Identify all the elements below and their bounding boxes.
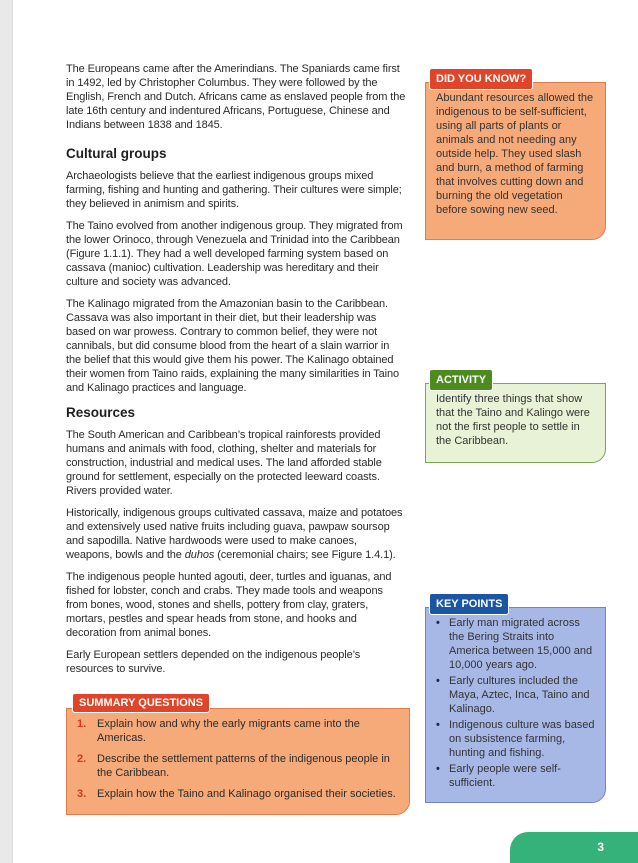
activity-title: ACTIVITY [429, 369, 493, 391]
resources-paragraph-3: The indigenous people hunted agouti, deer, turtles and iguanas, and fished for lobster, conch and crabs. They made tools and weapons from bones, wood, stones and shells, pottery from clay, graters, mortars, pestles and spear heads from stone, and hooks and decoration from animal bones. [66, 571, 392, 639]
did-you-know-box [425, 73, 606, 240]
list-item [77, 752, 399, 780]
bullet-icon: • [436, 675, 440, 687]
list-item [77, 717, 399, 745]
question-number: 1. [77, 718, 87, 730]
bullet-icon: • [436, 719, 440, 731]
key-point-text: Early man migrated across the Bering Straits into America between 15,000 and 10,000 years ago. [449, 617, 593, 671]
activity-text: Identify three things that show that the Taino and Kalingo were not the first people to settle in the Caribbean. [425, 383, 606, 463]
list-item [434, 674, 595, 716]
question-text: Explain how the Taino and Kalinago organised their societies. [97, 788, 396, 800]
summary-questions-box [66, 697, 410, 815]
key-point-text: Indigenous culture was based on subsistence farming, hunting and fishing. [449, 719, 595, 759]
heading-cultural-groups: Cultural groups [66, 146, 167, 161]
resources-paragraph-2 [66, 506, 406, 562]
page-number: 3 [597, 840, 604, 854]
list-item [434, 616, 595, 672]
key-points-body [425, 607, 606, 803]
question-number: 2. [77, 753, 87, 765]
cultural-paragraph-3: The Kalinago migrated from the Amazonian basin to the Caribbean. Cassava was also important in their diet, but their leadership was based on war prowess. Contrary to common belief, they were not cannibals, but did consume blood from the heart of a slain warrior in the belief that this would give them his power. The Kalinago obtained their women from Taino raids, explaining the many similarities in Taino and Kalinago practices and language. [66, 298, 400, 394]
key-points-list [434, 616, 595, 790]
cultural-paragraph-2: The Taino evolved from another indigenous group. They migrated from the lower Orinoco, through Venezuela and Trinidad into the Caribbean (Figure 1.1.1). They had a well developed farming system based on cassava (manioc) cultivation. Leadership was hereditary and their culture and society was advanced. [66, 220, 403, 288]
resources-paragraph-2-tail: (ceremonial chairs; see Figure 1.4.1). [214, 549, 396, 561]
cultural-paragraph-1: Archaeologists believe that the earliest indigenous groups mixed farming, fishing and hunting and gathering. Their cultures were simple; they believed in animism and spirits. [66, 170, 402, 210]
key-points-box [425, 598, 606, 803]
key-points-title: KEY POINTS [429, 593, 509, 615]
heading-resources: Resources [66, 405, 136, 420]
duhos-term: duhos [184, 549, 215, 561]
resources-paragraph-4: Early European settlers depended on the indigenous people’s resources to survive. [66, 649, 361, 675]
summary-questions-body [66, 708, 410, 815]
page-edge-shadow [0, 0, 13, 863]
question-number: 3. [77, 788, 87, 800]
summary-questions-list [77, 717, 399, 801]
list-item [434, 762, 595, 790]
intro-paragraph: The Europeans came after the Amerindians. The Spaniards came first in 1492, led by Christopher Columbus. They were followed by the English, French and Dutch. Africans came as enslaved people from the late 16th century and indentured Africans, Portuguese, Chinese and Indians between 1838 and 1845. [66, 63, 406, 131]
did-you-know-text: Abundant resources allowed the indigenous to be self-sufficient, using all parts of plants or animals and not needing any outside help. They used slash and burn, a method of farming that involves cutting down and burning the old vegetation before sowing new seed. [425, 82, 606, 240]
did-you-know-title: DID YOU KNOW? [429, 68, 533, 90]
activity-box [425, 374, 606, 463]
key-point-text: Early people were self-sufficient. [449, 763, 561, 789]
list-item [77, 787, 399, 801]
question-text: Explain how and why the early migrants came into the Americas. [97, 718, 360, 744]
page-number-tab [510, 832, 638, 863]
bullet-icon: • [436, 763, 440, 775]
list-item [434, 718, 595, 760]
summary-questions-title: SUMMARY QUESTIONS [72, 693, 210, 713]
resources-paragraph-1: The South American and Caribbean’s tropical rainforests provided humans and animals with food, clothing, shelter and materials for construction, industrial and medical uses. The land afforded stable ground for settlement, especially on the protected leeward coasts. Rivers provided water. [66, 429, 382, 497]
bullet-icon: • [436, 617, 440, 629]
resources-paragraph-2-text: Historically, indigenous groups cultivated cassava, maize and potatoes and extensively used native fruits including guava, pawpaw soursop and sapodilla. Native hardwoods were used to make canoes, weapons, bowls and the [66, 507, 403, 561]
main-text-column [66, 62, 406, 684]
key-point-text: Early cultures included the Maya, Aztec, Inca, Taino and Kalinago. [449, 675, 590, 715]
question-text: Describe the settlement patterns of the indigenous people in the Caribbean. [97, 753, 390, 779]
